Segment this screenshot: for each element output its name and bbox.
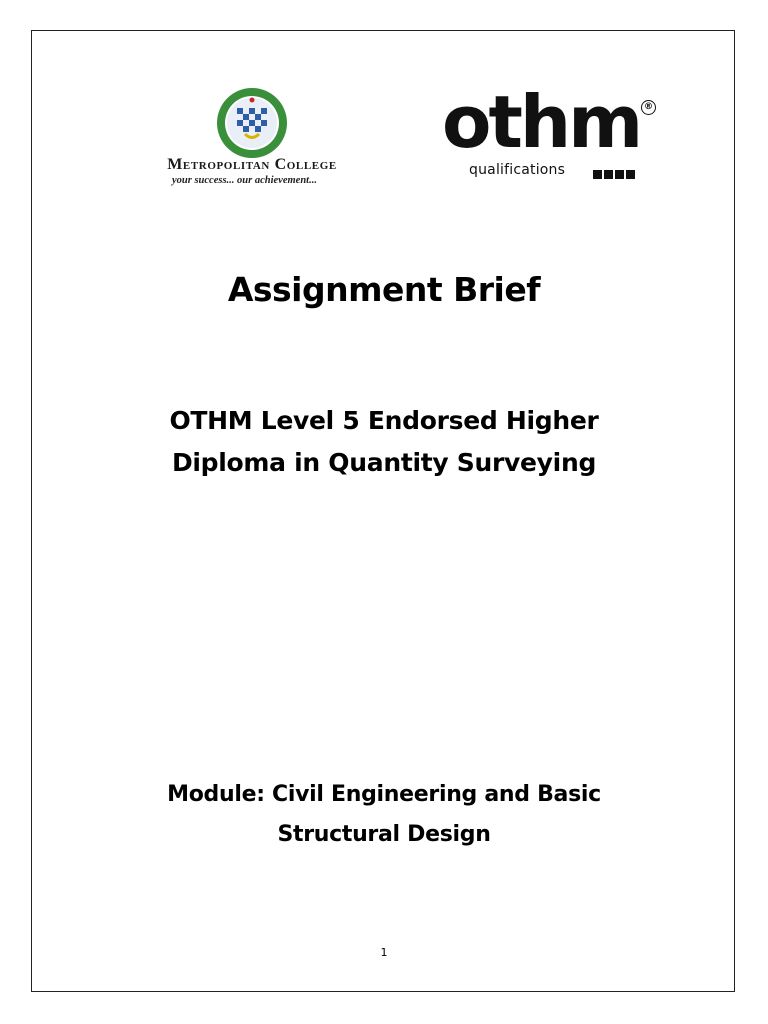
page-number: 1 (380, 946, 388, 959)
qualification-title (0, 400, 768, 484)
othm-subtitle: qualifications (469, 162, 566, 178)
module-title (0, 775, 768, 855)
module-line-1: Module: Civil Engineering and Basic (167, 782, 601, 807)
registered-mark: ® (641, 100, 656, 115)
college-tagline: your success... our achievement... (172, 175, 317, 186)
college-seal-icon (215, 86, 289, 160)
othm-squares-icon (593, 166, 637, 184)
document-title: Assignment Brief (227, 270, 541, 309)
othm-wordmark: othm (442, 80, 641, 164)
module-line-2: Structural Design (277, 822, 491, 847)
metropolitan-college-logo (120, 86, 384, 190)
college-name: Metropolitan College (167, 156, 337, 173)
qualification-line-1: OTHM Level 5 Endorsed Higher (169, 406, 599, 435)
othm-logo (442, 80, 662, 180)
qualification-line-2: Diploma in Quantity Surveying (171, 448, 597, 477)
